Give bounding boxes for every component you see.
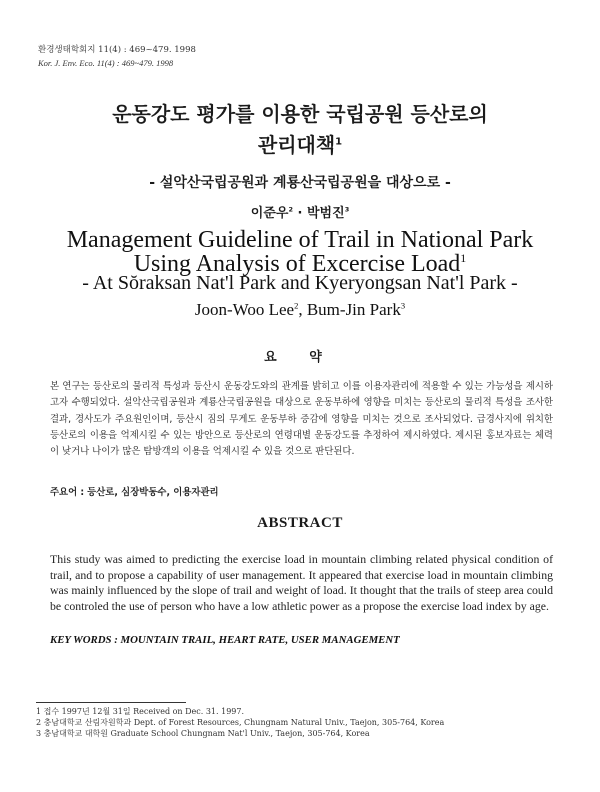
footnote-2: 2 충남대학교 산림자원학과 Dept. of Forest Resources, Chungnam Natural Univ., Taejon, 305-764, Korea — [36, 718, 445, 727]
english-title-footnote-mark: 1 — [460, 251, 467, 265]
korean-title-line2-text: 관리대책 — [257, 133, 336, 157]
english-keywords: KEY WORDS : MOUNTAIN TRAIL, HEART RATE, USER MANAGEMENT — [50, 634, 400, 646]
footnotes — [36, 706, 566, 739]
korean-title-line1: 운동강도 평가를 이용한 국립공원 등산로의 — [112, 102, 488, 126]
korean-title-footnote-mark: 1 — [335, 136, 343, 148]
journal-citation-english: Kor. J. Env. Eco. 11(4) : 469~479. 1998 — [38, 58, 174, 68]
journal-citation-korean: 환경생태학회지 11(4) : 469~479. 1998 — [38, 45, 196, 55]
korean-author-1: 이준우 — [250, 206, 289, 221]
korean-subtitle: - 설악산국립공원과 계룡산국립공원을 대상으로 - — [149, 175, 451, 191]
english-authors — [0, 300, 600, 320]
korean-keywords — [50, 484, 219, 498]
footnote-1: 1 접수 1997년 12월 31일 Received on Dec. 31. 1997. — [36, 707, 245, 716]
korean-author-2-mark: 3 — [344, 205, 350, 214]
korean-author-1-mark: 2 — [288, 205, 293, 214]
english-abstract-text: This study was aimed to predicting the exercise load in mountain climbing related physical condition of trail, and to propose a capability of user management. It appeared that exercise load in mountain climbing was mainly influenced by the slope of trail and weight of load. It thought that the trails of steep area could be controled the use of person who have a low athletic power as a propose the exercise load index by age. — [50, 552, 553, 614]
korean-title-line2 — [0, 129, 600, 158]
footnote-3: 3 충남대학교 대학원 Graduate School Chungnam Nat'l Univ., Taejon, 305-764, Korea — [36, 729, 370, 738]
english-abstract-heading: ABSTRACT — [257, 515, 343, 531]
footnote-divider — [36, 702, 186, 703]
korean-abstract-heading: 요 약 — [264, 350, 336, 365]
korean-abstract-text: 본 연구는 등산로의 물리적 특성과 등산시 운동강도와의 관계를 밝히고 이를 이용자관리에 적용할 수 있는 가능성을 제시하고자 수행되었다. 설악산국립공원과 계룡산국립공원을 대상으로 운동부하에 영향을 미치는 등산로의 물리적 특성을 조사한 결과, 경사도가 주요원인이며, 등산시 짐의 무게도 운동부하 증감에 영향을 미치는 것으로 조사되었다. 급경사지에 위치한 등산로의 이용을 억제시킬 수 있는 방안으로 등산로의 연령대별 운동강도를 추정하여 제시하였다. 제시된 홍보자료는 체력이 낮거나 나이가 많은 탐방객의 이용을 억제시킬 수 있을 것으로 판단된다. — [50, 381, 553, 458]
english-title-line2-text: Using Analysis of Excercise Load — [133, 251, 461, 277]
korean-authors — [0, 202, 600, 221]
english-author-2-mark: 3 — [400, 300, 406, 311]
english-title-line1: Management Guideline of Trail in National Park — [66, 227, 534, 253]
english-subtitle: - At Sŏraksan Nat'l Park and Kyeryongsan Nat'l Park - — [82, 272, 518, 294]
author-separator: · — [297, 206, 303, 221]
english-author-2: , Bum-Jin Park — [298, 300, 401, 319]
english-author-1-mark: 2 — [294, 300, 299, 311]
english-author-1: Joon-Woo Lee — [194, 300, 295, 319]
journal-citation — [38, 44, 196, 70]
korean-author-2: 박범진 — [307, 206, 345, 221]
korean-keywords-label: 주요어 : — [50, 487, 85, 498]
korean-keywords-list: 등산로, 심장박동수, 이용자관리 — [87, 487, 219, 498]
